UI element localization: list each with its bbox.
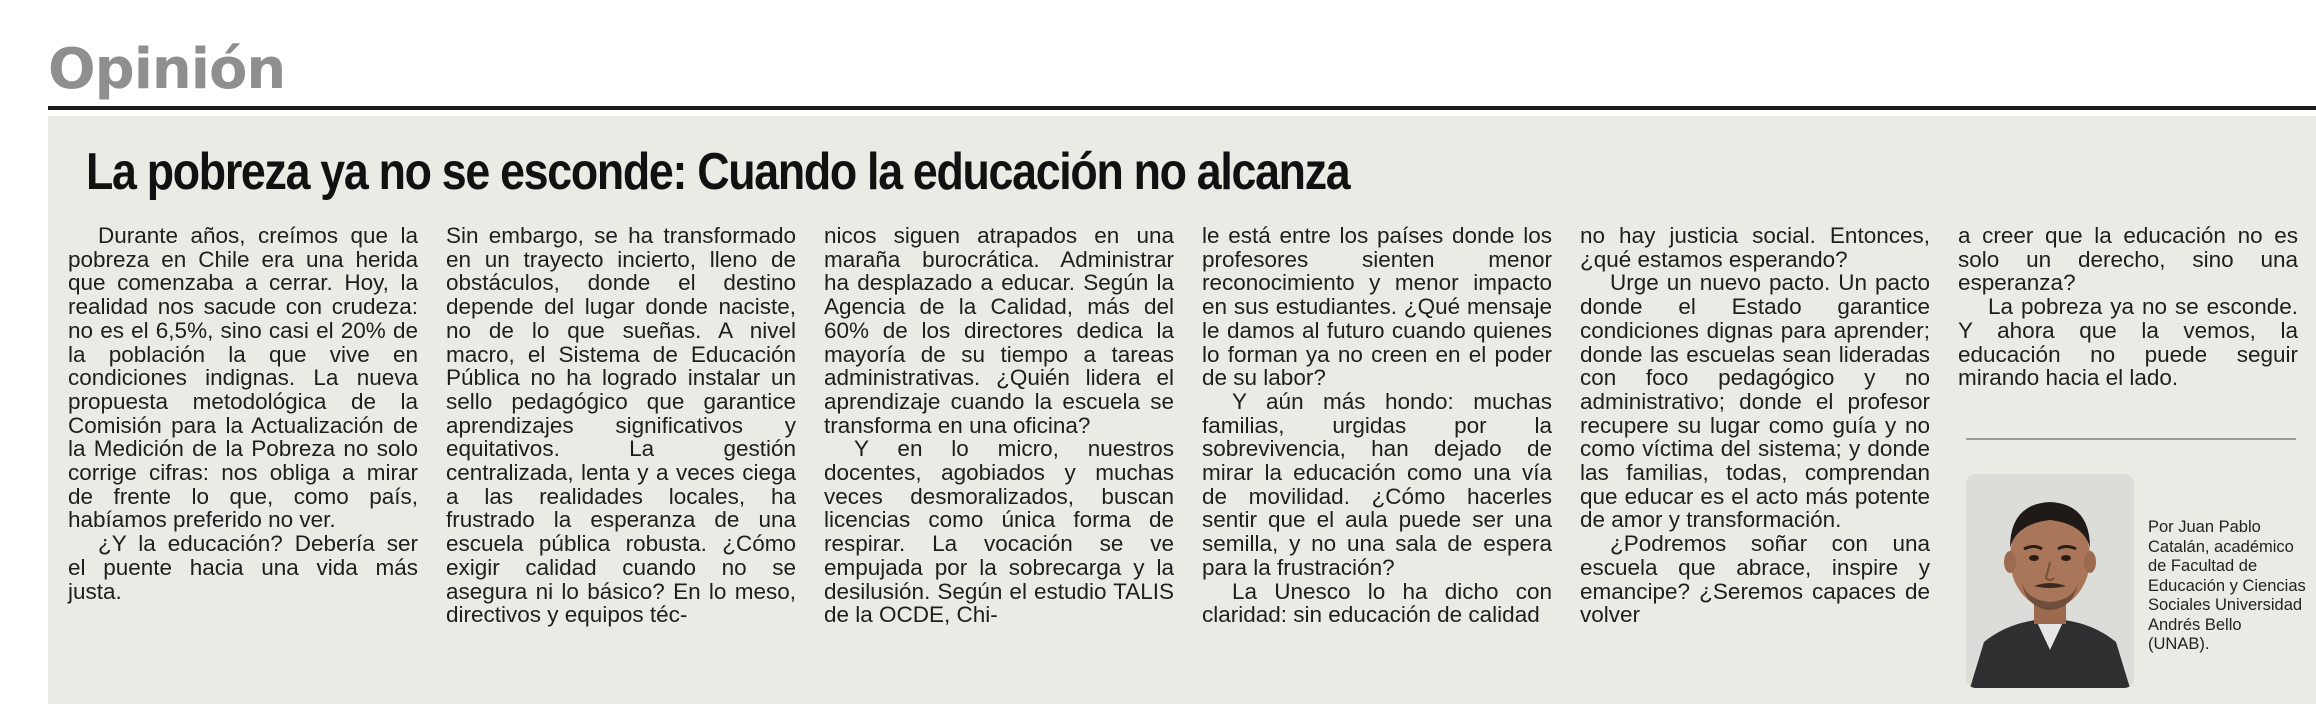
paragraph: nicos siguen atrapados en una maraña burocrática. Administrar ha desplazado a educar. Según la Agencia de la Calidad, más del 60% de los directores dedica la mayoría de su tiempo a tareas administrativas. ¿Quién lidera el aprendizaje cuando la escuela se transforma en una oficina?	[824, 223, 1174, 438]
section-title: Opinión	[48, 37, 286, 102]
section-header	[48, 34, 2316, 106]
article-column-1	[68, 224, 418, 603]
author-separator	[1966, 438, 2296, 440]
author-photo	[1966, 474, 2134, 688]
article-column-5	[1580, 224, 1930, 627]
paragraph: La pobreza ya no se esconde. Y ahora que la vemos, la educación no puede seguir mirando hacia el lado.	[1958, 294, 2298, 391]
byline-line: Educación y Ciencias	[2148, 576, 2306, 595]
byline-line: Sociales Universidad	[2148, 596, 2303, 614]
paragraph: a creer que la educación no es solo un derecho, sino una esperanza?	[1958, 223, 2298, 296]
article-column-3	[824, 224, 1174, 627]
byline-line: (UNAB).	[2148, 635, 2210, 653]
paragraph: La Unesco lo ha dicho con claridad: sin educación de calidad	[1202, 578, 1552, 628]
paragraph: Sin embargo, se ha transformado en un trayecto incierto, lleno de obstáculos, donde el destino depende del lugar donde naciste, no de lo que sueñas. A nivel macro, el Sistema de Educación Pública no ha logrado instalar un sello pedagógico que garantice aprendizajes significativos y equitativos. La gestión centralizada, lenta y a veces ciega a las realidades locales, ha frustrado la esperanza de una escuela pública robusta. ¿Cómo exigir calidad cuando no se asegura ni lo básico? En lo meso, directivos y equipos téc-	[446, 223, 796, 628]
article-column-2	[446, 224, 796, 627]
paragraph: Durante años, creímos que la pobreza en Chile era una herida que comenzaba a cerrar. Hoy, la realidad nos sacude con crudeza: no es el 6,5%, sino casi el 20% de la población la que vive en condiciones indignas. La nueva propuesta metodológica de la Comisión para la Actualización de la Medición de la Pobreza no solo corrige cifras: nos obliga a mirar de frente lo que, como país, habíamos preferido no ver.	[68, 223, 418, 533]
paragraph: Y en lo micro, nuestros docentes, agobiados y muchas veces desmoralizados, buscan licencias como única forma de respirar. La vocación se ve empujada por la sobrecarga y la desilusión. Según el estudio TALIS de la OCDE, Chi-	[824, 436, 1174, 628]
article-column-6	[1958, 224, 2298, 390]
article-headline: La pobreza ya no se esconde: Cuando la educación no alcanza	[86, 143, 1350, 201]
byline-line: Por Juan Pablo	[2148, 518, 2261, 536]
byline-line: de Facultad de	[2148, 557, 2258, 575]
byline-line: Andrés Bello	[2148, 615, 2242, 634]
opinion-article	[48, 116, 2316, 704]
article-column-4	[1202, 224, 1552, 627]
paragraph: ¿Y la educación? Debería ser el puente hacia una vida más justa.	[68, 531, 418, 604]
byline-line: Catalán, académico	[2148, 537, 2294, 556]
paragraph: le está entre los países donde los profesores sienten menor reconocimiento y menor impacto en sus estudiantes. ¿Qué mensaje le damos al futuro cuando quienes lo forman ya no creen en el poder de su labor?	[1202, 223, 1552, 391]
section-divider	[48, 106, 2316, 110]
author-byline	[2148, 518, 2308, 655]
paragraph: no hay justicia social. Entonces, ¿qué estamos esperando?	[1580, 223, 1930, 272]
paragraph: ¿Podremos soñar con una escuela que abrace, inspire y emancipe? ¿Seremos capaces de volver	[1580, 531, 1930, 628]
paragraph: Y aún más hondo: muchas familias, urgidas por la sobrevivencia, han dejado de mirar la educación como una vía de movilidad. ¿Cómo hacerles sentir que el aula puede ser una semilla, y no una sala de espera para la frustración?	[1202, 388, 1552, 580]
paragraph: Urge un nuevo pacto. Un pacto donde el Estado garantice condiciones dignas para aprender; donde las escuelas sean lideradas con foco pedagógico y no administrativo; donde el profesor recupere su lugar como guía y no como víctima del sistema; y donde las familias, todas, comprendan que educar es el acto más potente de amor y transformación.	[1580, 270, 1930, 533]
